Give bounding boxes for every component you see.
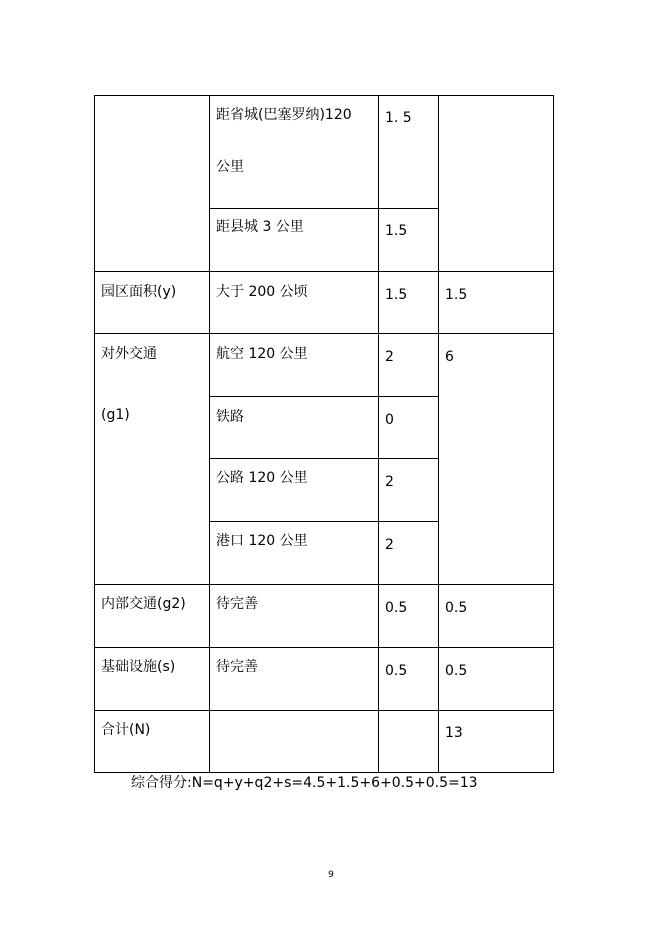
detail-text: 港口 120 公里	[216, 533, 308, 549]
table-row	[95, 711, 554, 773]
item-cell	[95, 334, 210, 585]
total-text: 1.5	[445, 287, 468, 303]
total-text: 0.5	[445, 600, 468, 616]
score-cell	[379, 711, 439, 773]
score-text: 2	[385, 537, 394, 553]
total-text: 0.5	[445, 663, 468, 679]
detail-cell	[210, 522, 379, 585]
score-text: 1.5	[385, 223, 408, 239]
item-cell	[95, 648, 210, 711]
score-cell	[379, 334, 439, 397]
detail-text: 待完善	[216, 596, 258, 612]
detail-cell	[210, 648, 379, 711]
table-row	[95, 96, 554, 209]
detail-cell	[210, 209, 379, 272]
detail-text: 距省城(巴塞罗纳)120	[216, 107, 352, 123]
score-text: 2	[385, 474, 394, 490]
detail-cell	[210, 334, 379, 397]
detail-cell	[210, 272, 379, 334]
total-cell	[439, 96, 554, 272]
table-row	[95, 585, 554, 648]
total-cell	[439, 585, 554, 648]
item-cell	[95, 585, 210, 648]
table-row	[95, 272, 554, 334]
detail-text: 大于 200 公顷	[216, 284, 308, 300]
score-text: 0.5	[385, 663, 408, 679]
score-text: 1.5	[385, 287, 408, 303]
item-text: 对外交通	[101, 346, 157, 362]
score-cell	[379, 522, 439, 585]
detail-cell	[210, 459, 379, 522]
item-cell	[95, 96, 210, 272]
table-row	[95, 334, 554, 397]
total-cell	[439, 711, 554, 773]
score-cell	[379, 585, 439, 648]
summary-line: 综合得分:N=q+y+q2+s=4.5+1.5+6+0.5+0.5=13	[131, 775, 478, 791]
item-note-text: (g1)	[101, 407, 130, 423]
total-text: 13	[445, 725, 463, 741]
total-cell	[439, 334, 554, 585]
score-text: 0.5	[385, 600, 408, 616]
score-cell	[379, 397, 439, 459]
detail-text: 航空 120 公里	[216, 346, 308, 362]
detail-cell	[210, 711, 379, 773]
item-cell	[95, 272, 210, 334]
detail-cell	[210, 397, 379, 459]
detail-text: 待完善	[216, 659, 258, 675]
detail-cell	[210, 96, 379, 209]
score-table	[94, 95, 554, 773]
detail-text: 铁路	[216, 409, 244, 425]
score-cell	[379, 459, 439, 522]
score-cell	[379, 209, 439, 272]
detail-text: 距县城 3 公里	[216, 219, 304, 235]
score-cell	[379, 272, 439, 334]
score-text: 2	[385, 349, 394, 365]
score-cell	[379, 648, 439, 711]
item-text: 基础设施(s)	[101, 659, 176, 675]
item-text: 合计(N)	[101, 722, 151, 738]
item-text: 园区面积(y)	[101, 284, 177, 300]
table-row	[95, 648, 554, 711]
total-cell	[439, 648, 554, 711]
score-text: 0	[385, 412, 394, 428]
detail-cell	[210, 585, 379, 648]
total-cell	[439, 272, 554, 334]
detail-text-continued: 公里	[216, 159, 244, 175]
item-text: 内部交通(g2)	[101, 596, 186, 612]
page-number: 9	[328, 870, 334, 880]
score-text: 1. 5	[385, 110, 412, 126]
detail-text: 公路 120 公里	[216, 470, 308, 486]
total-text: 6	[445, 349, 454, 365]
item-cell	[95, 711, 210, 773]
score-cell	[379, 96, 439, 209]
